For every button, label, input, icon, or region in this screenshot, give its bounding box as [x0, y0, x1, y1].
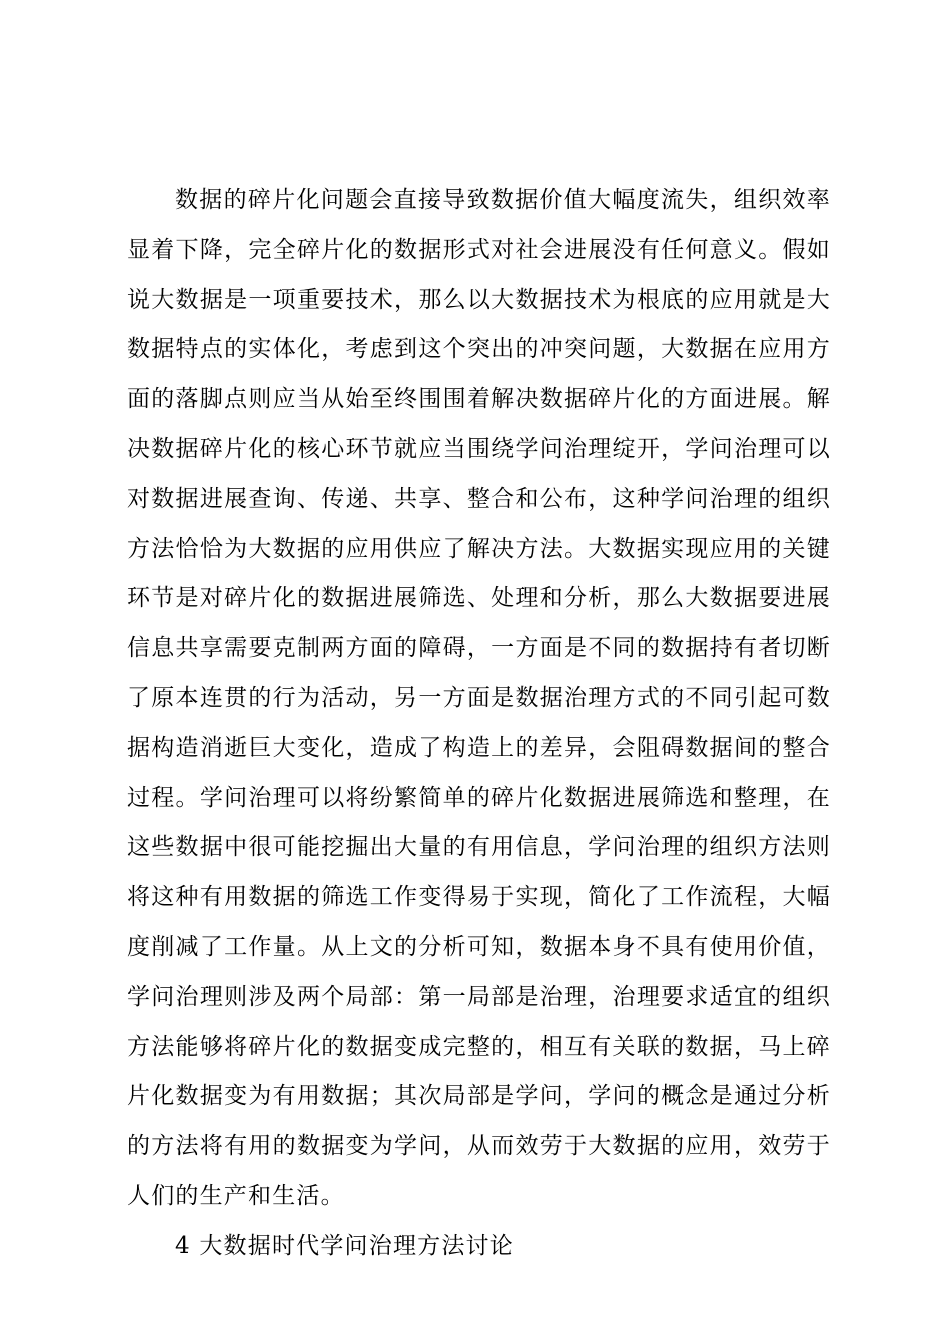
section-heading: 4 大数据时代学问治理方法讨论 [175, 1232, 514, 1259]
body-paragraph: 数据的碎片化问题会直接导致数据价值大幅度流失，组织效率显着下降，完全碎片化的数据形式对社会进展没有任何意义。假如说大数据是一项重要技术，那么以大数据技术为根底的应用就是大数据特点的实体化，考虑到这个突出的冲突问题，大数据在应用方面的落脚点则应当从始至终围围着解决数据碎片化的方面进展。解决数据碎片化的核心环节就应当围绕学问治理绽开，学问治理可以对数据进展查询、传递、共享、整合和公布，这种学问治理的组织方法恰恰为大数据的应用供应了解决方法。大数据实现应用的关键环节是对碎片化的数据进展筛选、处理和分析，那么大数据要进展信息共享需要克制两方面的障碍，一方面是不同的数据持有者切断了原本连贯的行为活动，另一方面是数据治理方式的不同引起可数据构造消逝巨大变化，造成了构造上的差异，会阻碍数据间的整合过程。学问治理可以将纷繁简单的碎片化数据进展筛选和整理，在这些数据中很可能挖掘出大量的有用信息，学问治理的组织方法则将这种有用数据的筛选工作变得易于实现，简化了工作流程，大幅度削减了工作量。从上文的分析可知，数据本身不具有使用价值，学问治理则涉及两个局部：第一局部是治理，治理要求适宜的组织方法能够将碎片化的数据变成完整的，相互有关联的数据，马上碎片化数据变为有用数据；其次局部是学问，学问的概念是通过分析的方法将有用的数据变为学问，从而效劳于大数据的应用，效劳于人们的生产和生活。 [127, 187, 831, 1209]
document-body [127, 176, 831, 1272]
